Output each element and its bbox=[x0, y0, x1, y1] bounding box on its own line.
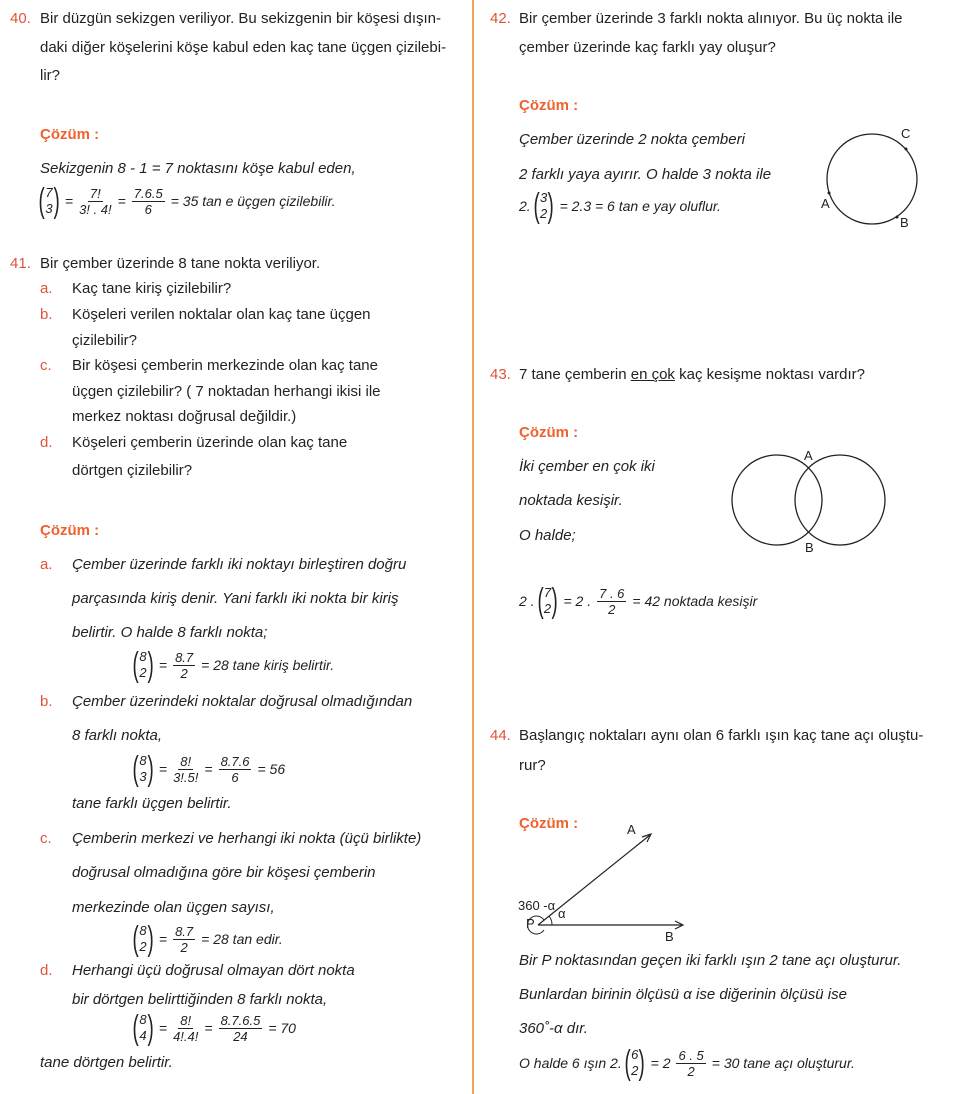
q43-solution-line-1: İki çember en çok iki bbox=[519, 458, 655, 475]
q41-item-d-line-1: Köşeleri çemberin üzerinde olan kaç tane bbox=[72, 434, 348, 451]
label-b: B bbox=[665, 929, 674, 944]
q41-solution-b-line-2: 8 farklı nokta, bbox=[72, 727, 163, 744]
q41-item-a: Kaç tane kiriş çizilebilir? bbox=[72, 280, 232, 297]
label-c: C bbox=[901, 126, 911, 141]
q40-solution-heading: Çözüm : bbox=[40, 126, 100, 143]
binomial: ( 8 4 ) bbox=[132, 1009, 154, 1047]
q41-solution-d-line-1: Herhangi üçü doğrusal olmayan dört nokta bbox=[72, 962, 355, 979]
q42-solution-heading: Çözüm : bbox=[519, 97, 579, 114]
q41-label-b: b. bbox=[40, 306, 53, 323]
q41-solution-label-c: c. bbox=[40, 830, 52, 847]
binomial: ( 7 2 ) bbox=[537, 582, 558, 620]
q41-formula-a: ( 8 2 ) = $\frac{8.7}{2}$ = 28 tane kiriş belirtir. bbox=[130, 648, 337, 682]
q43-formula: 2 . ( 7 2 ) = 2 . $\frac{7 . 6}{2}$ = 42 noktada kesişir bbox=[519, 582, 758, 620]
q41-label-c: c. bbox=[40, 357, 52, 374]
fraction: $\frac{8.7}{2}$ bbox=[175, 923, 194, 955]
circle bbox=[827, 134, 917, 224]
q41-solution-label-b: b. bbox=[40, 693, 53, 710]
question-number-41: 41. bbox=[10, 255, 31, 272]
fraction: $\frac{8.7.6.5}{24}$ bbox=[220, 1012, 261, 1044]
circle-three-points-diagram bbox=[815, 122, 930, 232]
q43-solution-line-3: O halde; bbox=[519, 527, 576, 544]
q42-solution-line-2: 2 farklı yaya ayırır. O halde 3 nokta ile bbox=[519, 166, 772, 183]
point-b bbox=[896, 216, 899, 219]
q42-formula: 2. ( 3 2 ) = 2.3 = 6 tan e yay oluflur. bbox=[519, 187, 721, 225]
q41-formula-d: ( 8 4 ) = $\frac{8!}{4!.4!}$ = $\frac{8.7.6.5}{24}$ = 70 bbox=[130, 1011, 299, 1045]
angle-rays-diagram bbox=[510, 820, 695, 945]
q41-item-b-line-1: Köşeleri verilen noktalar olan kaç tane üçgen bbox=[72, 306, 371, 323]
q43-text: 7 tane çemberin en çok kaç kesişme noktası vardır? bbox=[519, 366, 866, 383]
two-intersecting-circles-diagram bbox=[725, 446, 895, 556]
question-number-40: 40. bbox=[10, 10, 31, 27]
fraction: $\frac{6 . 5}{2}$ bbox=[678, 1047, 704, 1079]
q43-solution-heading: Çözüm : bbox=[519, 424, 579, 441]
q40-solution-line-1: Sekizgenin 8 - 1 = 7 noktasını köşe kabul eden, bbox=[40, 160, 356, 177]
binomial: ( 3 2 ) bbox=[533, 187, 555, 225]
q42-text-line-1: Bir çember üzerinde 3 farklı nokta alınıyor. Bu üç nokta ile bbox=[519, 10, 903, 27]
q40-text-line-3: lir? bbox=[40, 67, 61, 84]
q43-solution-line-2: noktada kesişir. bbox=[519, 492, 623, 509]
binomial: ( 8 2 ) bbox=[132, 646, 154, 684]
circle-right bbox=[795, 455, 885, 545]
label-b: B bbox=[900, 215, 909, 230]
q44-solution-line-3: 360˚-α dır. bbox=[519, 1020, 588, 1037]
q41-solution-a-line-2: parçasında kiriş denir. Yani farklı iki nokta bir kiriş bbox=[72, 590, 399, 607]
fraction: $\frac{8!}{3!.5!}$ bbox=[173, 753, 199, 785]
binomial: ( 8 3 ) bbox=[132, 750, 154, 788]
q40-text-line-2: daki diğer köşelerini köşe kabul eden kaç tane üçgen çizilebi- bbox=[40, 39, 447, 56]
q41-solution-a-line-3: belirtir. O halde 8 farklı nokta; bbox=[72, 624, 268, 641]
q44-text-line-2: rur? bbox=[519, 757, 546, 774]
q41-solution-c-line-3: merkezinde olan üçgen sayısı, bbox=[72, 899, 275, 916]
q42-solution-line-1: Çember üzerinde 2 nokta çemberi bbox=[519, 131, 745, 148]
binomial: ( 6 2 ) bbox=[624, 1044, 646, 1082]
fraction: $\frac{7.6.5}{6}$ bbox=[133, 185, 163, 217]
q44-formula: O halde 6 ışın 2. ( 6 2 ) = 2 $\frac{6 . 5}{2}$ = 30 tane açı oluşturur. bbox=[519, 1044, 855, 1082]
q41-formula-c: ( 8 2 ) = $\frac{8.7}{2}$ = 28 tan edir. bbox=[130, 922, 286, 956]
q44-solution-heading: Çözüm : bbox=[519, 815, 579, 832]
q41-solution-b-line-3: tane farklı üçgen belirtir. bbox=[72, 795, 232, 812]
label-p: P bbox=[526, 916, 535, 931]
q41-solution-d-line-3: tane dörtgen belirtir. bbox=[40, 1054, 173, 1071]
point-a bbox=[828, 192, 831, 195]
q44-solution-line-1: Bir P noktasından geçen iki farklı ışın 2 tane açı oluşturur. bbox=[519, 952, 902, 969]
q41-label-a: a. bbox=[40, 280, 53, 297]
fraction: $\frac{8!}{4!.4!}$ bbox=[173, 1012, 199, 1044]
q41-solution-d-line-2: bir dörtgen belirttiğinden 8 farklı nokta, bbox=[72, 991, 328, 1008]
question-number-42: 42. bbox=[490, 10, 511, 27]
q41-solution-label-a: a. bbox=[40, 556, 53, 573]
q41-label-d: d. bbox=[40, 434, 53, 451]
q41-formula-b: ( 8 3 ) = $\frac{8!}{3!.5!}$ = $\frac{8.7.6}{6}$ = 56 bbox=[130, 752, 288, 786]
q41-item-b-line-2: çizilebilir? bbox=[72, 332, 138, 349]
question-number-43: 43. bbox=[490, 366, 511, 383]
label-outer-angle: 360 -α bbox=[518, 898, 556, 913]
question-number-44: 44. bbox=[490, 727, 511, 744]
q41-title: Bir çember üzerinde 8 tane nokta veriliyor. bbox=[40, 255, 321, 272]
alpha-arc bbox=[549, 916, 552, 925]
q42-text-line-2: çember üzerinde kaç farklı yay oluşur? bbox=[519, 39, 776, 56]
fraction: $\frac{7 . 6}{2}$ bbox=[599, 585, 625, 617]
q41-item-c-line-1: Bir köşesi çemberin merkezinde olan kaç tane bbox=[72, 357, 378, 374]
point-c bbox=[905, 148, 908, 151]
column-divider bbox=[472, 0, 474, 1094]
label-b: B bbox=[805, 540, 814, 555]
q41-solution-c-line-2: doğrusal olmadığına göre bir köşesi çemberin bbox=[72, 864, 376, 881]
binomial: ( 8 2 ) bbox=[132, 920, 154, 958]
label-a: A bbox=[804, 448, 813, 463]
q41-item-c-line-2: üçgen çizilebilir? ( 7 noktadan herhangi ikisi ile bbox=[72, 383, 381, 400]
q40-text-line-1: Bir düzgün sekizgen veriliyor. Bu sekizgenin bir köşesi dışın- bbox=[40, 10, 442, 27]
fraction: $\frac{8.7.6}{6}$ bbox=[220, 753, 250, 785]
fraction: $\frac{8.7}{2}$ bbox=[175, 649, 194, 681]
q41-item-c-line-3: merkez noktası doğrusal değildir.) bbox=[72, 408, 297, 425]
q41-solution-heading: Çözüm : bbox=[40, 522, 100, 539]
q41-solution-a-line-1: Çember üzerinde farklı iki noktayı birleştiren doğru bbox=[72, 556, 407, 573]
fraction: $\frac{7!}{3! . 4!}$ bbox=[79, 185, 112, 217]
q41-solution-b-line-1: Çember üzerindeki noktalar doğrusal olmadığından bbox=[72, 693, 413, 710]
q41-item-d-line-2: dörtgen çizilebilir? bbox=[72, 462, 193, 479]
q41-solution-label-d: d. bbox=[40, 962, 53, 979]
label-a: A bbox=[821, 196, 830, 211]
q44-solution-line-2: Bunlardan birinin ölçüsü α ise diğerinin ölçüsü ise bbox=[519, 986, 847, 1003]
label-a: A bbox=[627, 822, 636, 837]
binomial: ( 7 3 ) bbox=[38, 182, 60, 220]
label-alpha: α bbox=[558, 906, 566, 921]
q41-solution-c-line-1: Çemberin merkezi ve herhangi iki nokta (üçü birlikte) bbox=[72, 830, 422, 847]
q44-text-line-1: Başlangıç noktaları aynı olan 6 farklı ışın kaç tane açı oluştu- bbox=[519, 727, 924, 744]
q40-formula: ( 7 3 ) = $\frac{7!}{3! . 4!}$ = $\frac{7.6.5}{6}$ = 35 tan e üçgen çizilebilir. bbox=[36, 184, 339, 218]
